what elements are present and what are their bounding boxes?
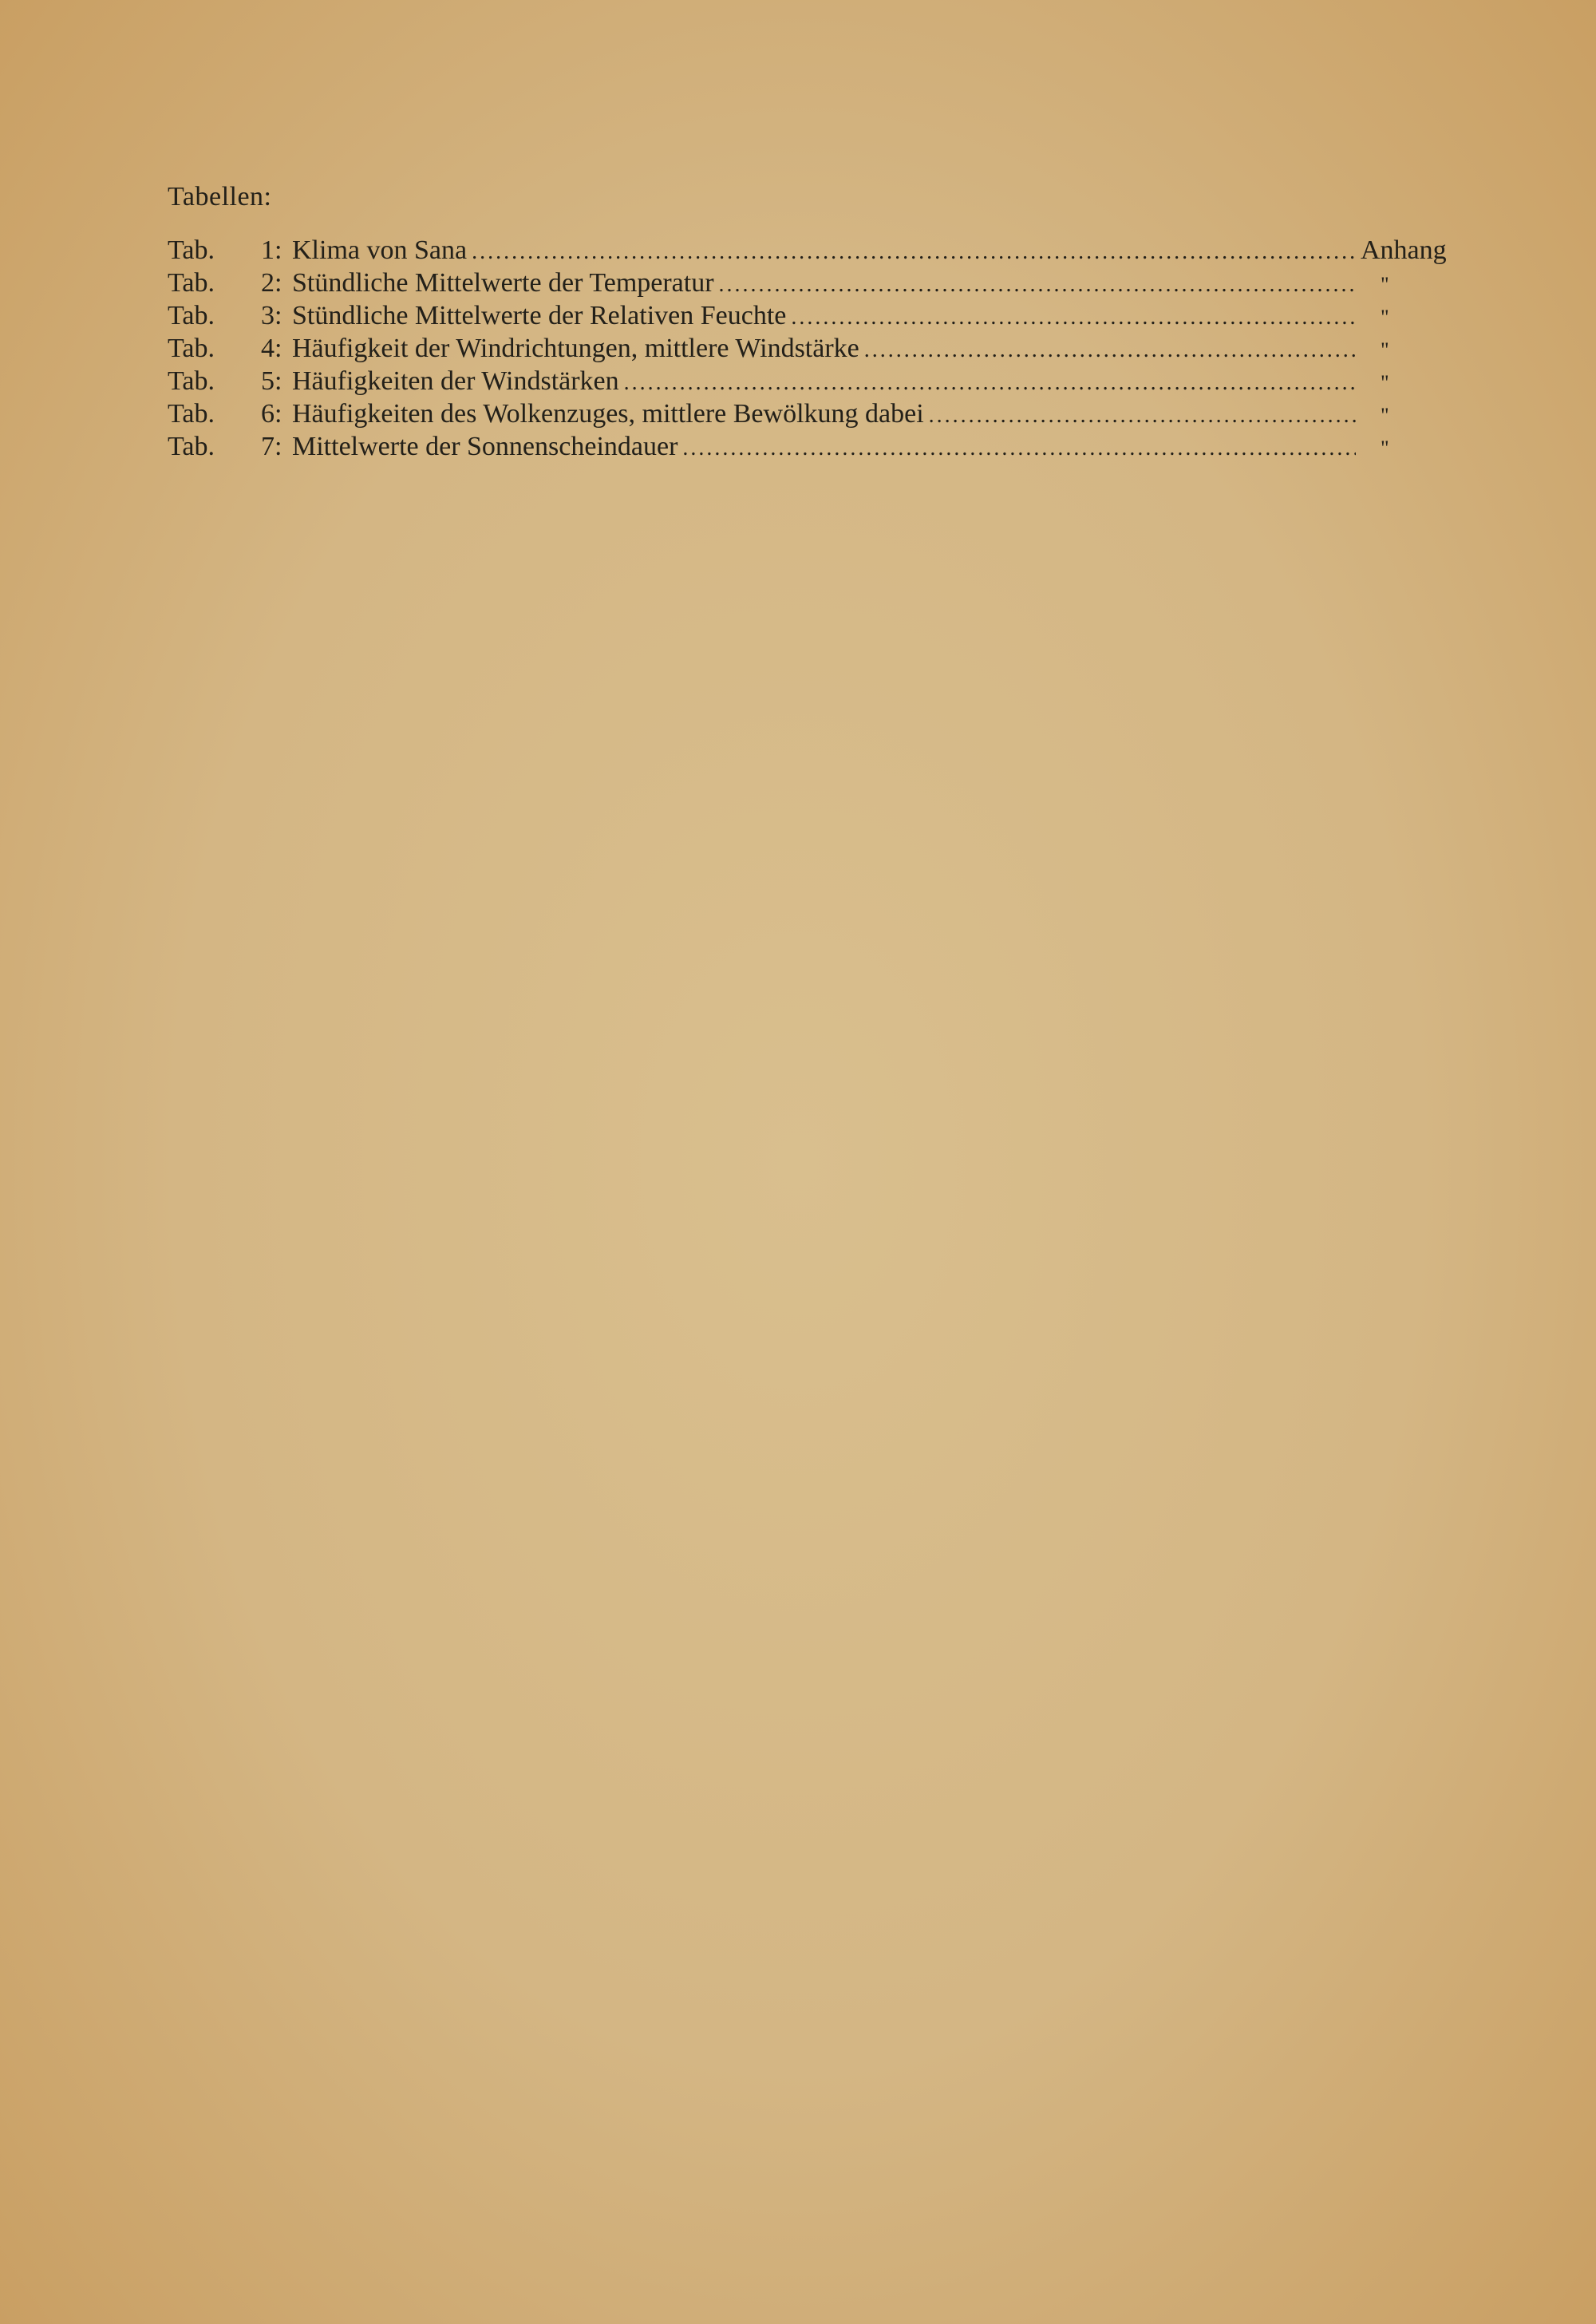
dot-leader [472, 239, 1356, 265]
entry-separator: : [275, 334, 282, 363]
entry-label: Tab. [168, 366, 215, 396]
table-list-item [168, 301, 1460, 334]
dot-leader [791, 305, 1356, 330]
entry-title: Häufigkeit der Windrichtungen, mittlere Windstärke [292, 334, 859, 363]
entry-separator: : [275, 301, 282, 330]
entry-label: Tab. [168, 432, 215, 461]
entry-number: 3 [261, 301, 275, 330]
dot-leader [624, 370, 1356, 396]
entry-title: Mittelwerte der Sonnenscheindauer [292, 432, 678, 461]
dot-leader [682, 436, 1356, 461]
entry-reference: " [1381, 273, 1389, 296]
section-heading: Tabellen: [168, 182, 272, 211]
entry-title: Stündliche Mittelwerte der Temperatur [292, 268, 714, 298]
entry-label: Tab. [168, 334, 215, 363]
table-list-item [168, 366, 1460, 399]
entry-label: Tab. [168, 399, 215, 429]
entry-title: Häufigkeiten des Wolkenzuges, mittlere Bewölkung dabei [292, 399, 924, 429]
entry-number: 7 [261, 432, 275, 461]
entry-reference: " [1381, 437, 1389, 460]
dot-leader [864, 338, 1356, 363]
entry-separator: : [275, 432, 282, 461]
entry-number: 5 [261, 366, 275, 396]
entry-label: Tab. [168, 235, 215, 265]
entry-title: Häufigkeiten der Windstärken [292, 366, 619, 396]
entry-reference: Anhang [1361, 235, 1447, 265]
entry-separator: : [275, 268, 282, 298]
table-list-item [168, 268, 1460, 301]
entry-reference: " [1381, 338, 1389, 362]
entry-number: 6 [261, 399, 275, 429]
table-list-item [168, 432, 1460, 464]
entry-number: 2 [261, 268, 275, 298]
entry-number: 4 [261, 334, 275, 363]
entry-reference: " [1381, 371, 1389, 394]
dot-leader [929, 403, 1356, 429]
entry-separator: : [275, 366, 282, 396]
entry-title: Klima von Sana [292, 235, 468, 265]
table-list-item [168, 399, 1460, 432]
entry-number: 1 [261, 235, 275, 265]
entry-title: Stündliche Mittelwerte der Relativen Feuchte [292, 301, 787, 330]
entry-reference: " [1381, 306, 1389, 329]
entry-label: Tab. [168, 268, 215, 298]
entry-separator: : [275, 399, 282, 429]
dot-leader [719, 272, 1356, 298]
table-list [168, 235, 1460, 464]
entry-reference: " [1381, 404, 1389, 427]
entry-separator: : [275, 235, 282, 265]
table-list-item [168, 334, 1460, 366]
entry-label: Tab. [168, 301, 215, 330]
table-list-item [168, 235, 1460, 268]
